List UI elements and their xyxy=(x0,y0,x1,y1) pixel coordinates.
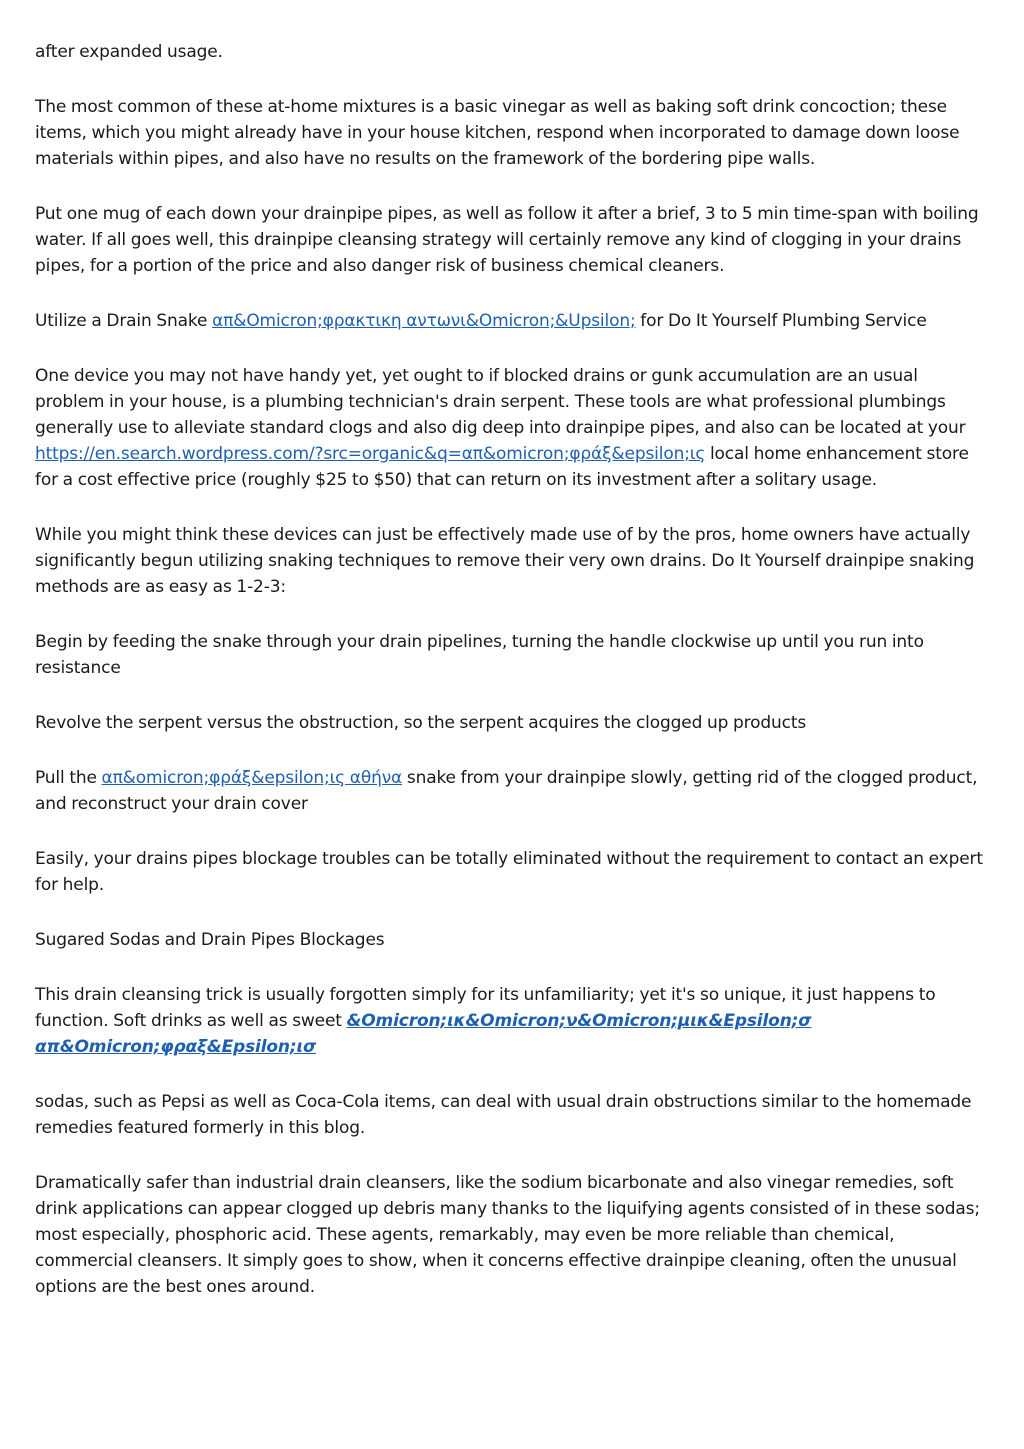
paragraph-soda-trick xyxy=(35,982,990,1060)
paragraph-plumbing-serpent-before: One device you may not have handy yet, yet ought to if blocked drains or gunk accumulation are an usual problem in your house, is a plumbing technician's drain serpent. These tools are what professional plumbings generally use to alleviate standard clogs and also dig deep into drainpipe pipes, and also can be located at your xyxy=(35,366,966,438)
step-pull-snake-before: Pull the xyxy=(35,768,102,788)
paragraph-eliminated-troubles: Easily, your drains pipes blockage troubles can be totally eliminated without the requirement to contact an expert for help. xyxy=(35,849,983,895)
paragraph-plumbing-serpent-after: local home enhancement store for a cost effective price (roughly $25 to $50) that can return on its investment after a solitary usage. xyxy=(35,444,969,490)
heading-drain-snake-after: for Do It Yourself Plumbing Service xyxy=(635,311,927,331)
step-pull-snake-after: snake from your drainpipe slowly, getting rid of the clogged product, and reconstruct your drain cover xyxy=(35,768,978,814)
heading-sugared-sodas: Sugared Sodas and Drain Pipes Blockages xyxy=(35,930,385,950)
paragraph-pepsi-coca-cola: sodas, such as Pepsi as well as Coca-Cola items, can deal with usual drain obstructions similar to the homemade remedies featured formerly in this blog. xyxy=(35,1092,972,1138)
step-feed-snake: Begin by feeding the snake through your drain pipelines, turning the handle clockwise up until you run into resistance xyxy=(35,632,924,678)
paragraph-intro-tail: after expanded usage. xyxy=(35,42,223,62)
paragraph-boiling-water: Put one mug of each down your drainpipe pipes, as well as follow it after a brief, 3 to 5 min time-span with boiling water. If all goes well, this drainpipe cleansing strategy will certainly remove any kind of clogging in your drains pipes, for a portion of the price and also danger risk of business chemical cleaners. xyxy=(35,204,979,276)
paragraph-snaking-techniques: While you might think these devices can just be effectively made use of by the pros, home owners have actually significantly begun utilizing snaking techniques to remove their very own drains. Do It Yourself drainpipe snaking methods are as easy as 1-2-3: xyxy=(35,525,975,597)
paragraph-plumbing-serpent xyxy=(35,363,990,493)
step-revolve-serpent: Revolve the serpent versus the obstruction, so the serpent acquires the clogged up products xyxy=(35,713,807,733)
link-drain-snake[interactable]: απ&Omicron;φρακτικη αντωνι&Omicron;&Upsilon; xyxy=(212,311,636,331)
paragraph-soda-trick-before: This drain cleansing trick is usually forgotten simply for its unfamiliarity; yet it's so unique, it just happens to function. Soft drinks as well as sweet xyxy=(35,985,936,1031)
link-residential-unclog[interactable]: &Omicron;ικ&Omicron;ν&Omicron;μικ&Epsilon;σ απ&Omicron;φραξ&Epsilon;ισ xyxy=(35,1011,812,1057)
paragraph-phosphoric-acid: Dramatically safer than industrial drain cleansers, like the sodium bicarbonate and also vinegar remedies, soft drink applications can appear clogged up debris many thanks to the liquifying agents consisted of in these sodas; most especially, phosphoric acid. These agents, remarkably, may even be more reliable than chemical, commercial cleansers. It simply goes to show, when it concerns effective drainpipe cleaning, often the unusual options are the best ones around. xyxy=(35,1173,980,1297)
heading-drain-snake xyxy=(35,308,990,334)
link-wordpress-search[interactable]: https://en.search.wordpress.com/?src=organic&q=απ&omicron;φράξ&epsilon;ις xyxy=(35,444,706,464)
paragraph-vinegar-mixture: The most common of these at-home mixtures is a basic vinegar as well as baking soft drink concoction; these items, which you might already have in your house kitchen, respond when incorporated to damage down loose materials within pipes, and also have no results on the framework of the bordering pipe walls. xyxy=(35,97,960,169)
heading-drain-snake-before: Utilize a Drain Snake xyxy=(35,311,213,331)
step-pull-snake xyxy=(35,765,990,817)
link-athens-unclog[interactable]: απ&omicron;φράξ&epsilon;ις αθήνα xyxy=(101,768,403,788)
